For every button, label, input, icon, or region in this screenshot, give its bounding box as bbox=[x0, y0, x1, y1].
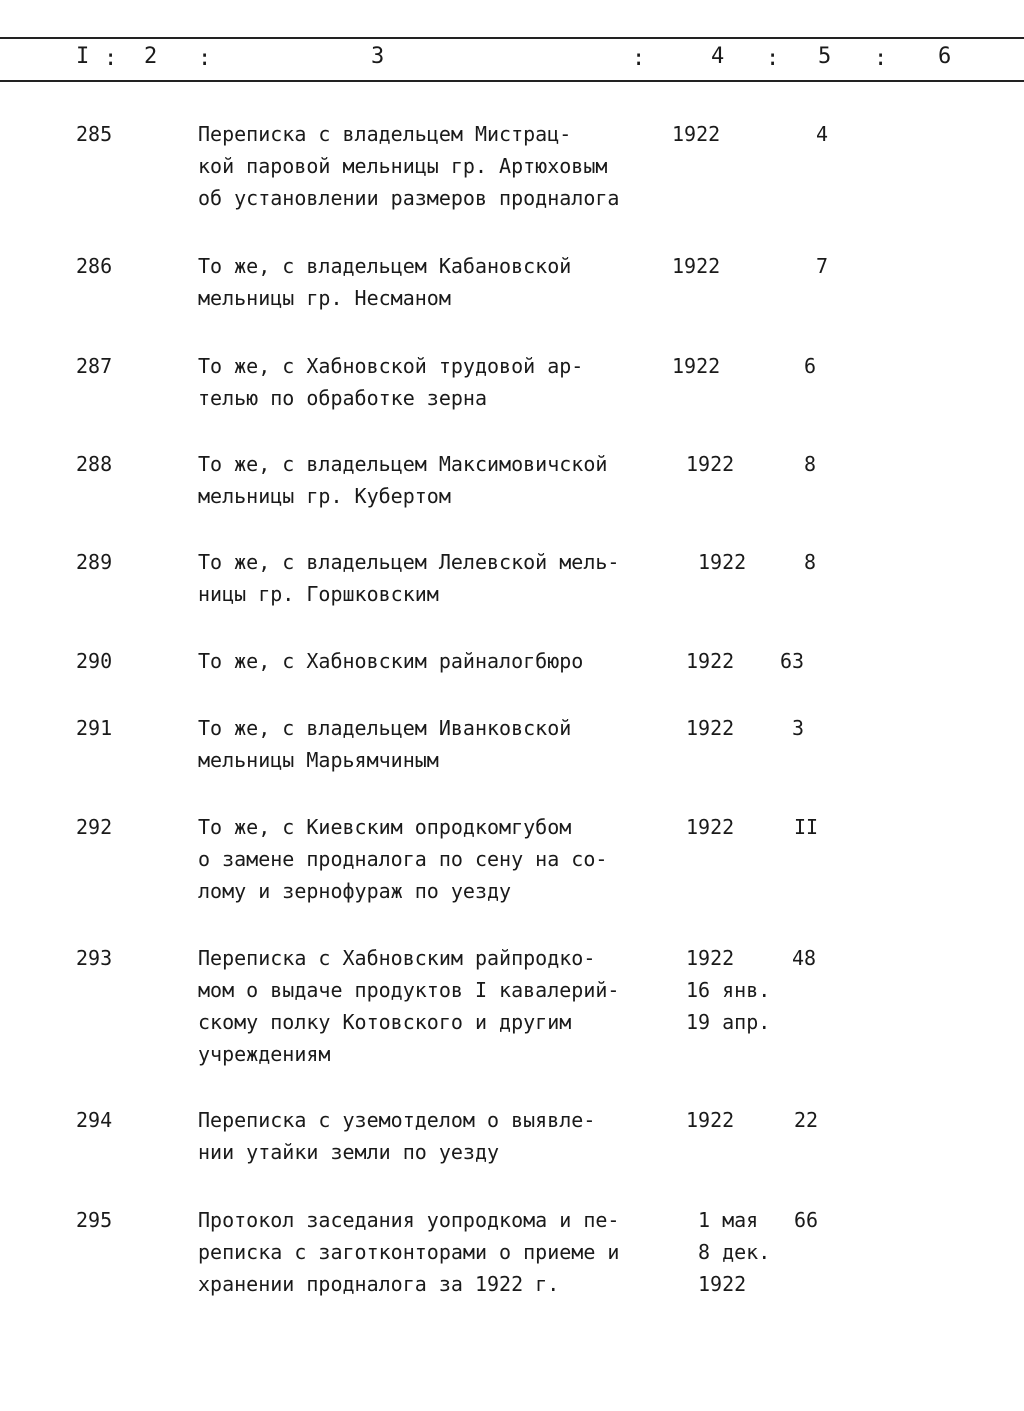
entry-sheets: 7 bbox=[816, 254, 829, 278]
header-separator: : bbox=[766, 46, 780, 71]
entry-number: 288 bbox=[76, 452, 113, 476]
entry-number: 285 bbox=[76, 122, 113, 146]
entry-title: Переписка с уземотделом о выявле- нии утайки земли по уезду bbox=[198, 1108, 596, 1164]
entry-number: 287 bbox=[76, 354, 113, 378]
entry-title: То же, с владельцем Иванковской мельницы Марьямчиным bbox=[198, 716, 572, 772]
entry-sheets: 4 bbox=[816, 122, 829, 146]
header-separator: : bbox=[632, 46, 646, 71]
entry-number: 293 bbox=[76, 946, 113, 970]
header-col4: 4 bbox=[711, 44, 725, 69]
entry-dates: 1922 bbox=[698, 550, 747, 574]
header-separator: : bbox=[198, 46, 212, 71]
header-col3: 3 bbox=[371, 44, 385, 69]
entry-dates: 1922 bbox=[672, 254, 721, 278]
header-separator: : bbox=[874, 46, 888, 71]
header-col1: I bbox=[76, 44, 90, 69]
entry-number: 290 bbox=[76, 649, 113, 673]
entry-title: То же, с владельцем Лелевской мель- ницы гр. Горшковским bbox=[198, 550, 620, 606]
entry-number: 286 bbox=[76, 254, 113, 278]
entry-dates: 1 мая 8 дек. 1922 bbox=[698, 1208, 771, 1296]
entry-sheets: 63 bbox=[780, 649, 805, 673]
entry-title: Переписка с владельцем Мистрац- кой паровой мельницы гр. Артюховым об установлении размеров продналога bbox=[198, 122, 620, 210]
header-col5: 5 bbox=[818, 44, 832, 69]
entry-sheets: II bbox=[794, 815, 819, 839]
entry-title: То же, с Хабновским райналогбюро bbox=[198, 649, 584, 673]
entry-number: 292 bbox=[76, 815, 113, 839]
entry-title: Переписка с Хабновским райпродко- мом о выдаче продуктов I кавалерий- скому полку Котовского и другим учреждениям bbox=[198, 946, 620, 1066]
entry-sheets: 8 bbox=[804, 452, 817, 476]
entry-sheets: 3 bbox=[792, 716, 805, 740]
header-top-rule bbox=[0, 37, 1024, 39]
entry-dates: 1922 16 янв. 19 апр. bbox=[686, 946, 771, 1034]
entry-title: То же, с Киевским опродкомгубом о замене продналога по сену на со- лому и зернофураж по уезду bbox=[198, 815, 608, 903]
entry-dates: 1922 bbox=[686, 716, 735, 740]
entry-number: 294 bbox=[76, 1108, 113, 1132]
header-separator: : bbox=[104, 46, 118, 71]
entry-dates: 1922 bbox=[672, 122, 721, 146]
entry-dates: 1922 bbox=[672, 354, 721, 378]
entry-dates: 1922 bbox=[686, 452, 735, 476]
entry-sheets: 6 bbox=[804, 354, 817, 378]
header-col6: 6 bbox=[938, 44, 952, 69]
entry-dates: 1922 bbox=[686, 815, 735, 839]
entry-sheets: 66 bbox=[794, 1208, 819, 1232]
entry-number: 291 bbox=[76, 716, 113, 740]
entry-title: То же, с владельцем Кабановской мельницы гр. Несманом bbox=[198, 254, 572, 310]
entry-sheets: 22 bbox=[794, 1108, 819, 1132]
entry-sheets: 48 bbox=[792, 946, 817, 970]
entry-dates: 1922 bbox=[686, 649, 735, 673]
entry-title: То же, с Хабновской трудовой ар- телью по обработке зерна bbox=[198, 354, 584, 410]
header-bottom-rule bbox=[0, 80, 1024, 82]
header-col2: 2 bbox=[144, 44, 158, 69]
entry-dates: 1922 bbox=[686, 1108, 735, 1132]
entry-title: То же, с владельцем Максимовичской мельницы гр. Кубертом bbox=[198, 452, 608, 508]
entry-title: Протокол заседания уопродкома и пе- реписка с заготконторами о приеме и хранении продналога за 1922 г. bbox=[198, 1208, 620, 1296]
entry-number: 295 bbox=[76, 1208, 113, 1232]
entry-sheets: 8 bbox=[804, 550, 817, 574]
entry-number: 289 bbox=[76, 550, 113, 574]
